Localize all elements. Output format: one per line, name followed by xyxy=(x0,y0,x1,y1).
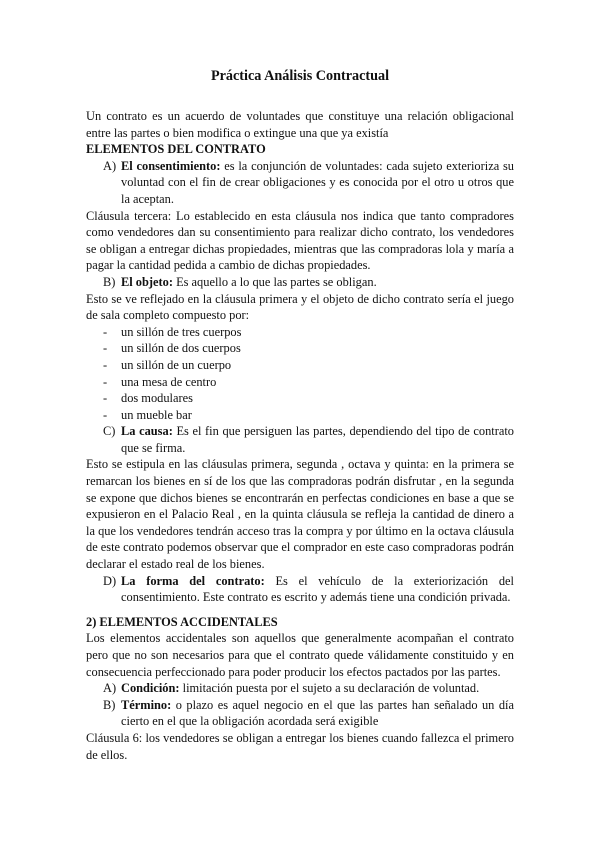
dash-marker: - xyxy=(103,407,108,422)
list-item-text: dos modulares xyxy=(121,391,193,406)
item-term: La forma del contrato: xyxy=(121,573,265,588)
item-term: El objeto: xyxy=(121,274,173,289)
section1-heading: ELEMENTOS DEL CONTRATO xyxy=(86,142,266,157)
list-item-causa xyxy=(86,423,514,456)
list-item-text: un sillón de dos cuerpos xyxy=(121,341,241,356)
paragraph-objeto: Esto se ve reflejado en la cláusula primera y el objeto de dicho contrato sería el juego de sala completo compuesto por: xyxy=(86,291,514,323)
list-item xyxy=(86,407,514,424)
dash-marker: - xyxy=(103,374,108,389)
paragraph-causa: Esto se estipula en las cláusulas primera, segunda , octava y quinta: en la primera se remarcan los bienes en sí de los que las compradoras podrán disfrutar , en la segunda se expone que dichos bienes se encontrarán en perfectas condiciones en base a que se expusieron en el Palacio Real , en la quinta cláusula se refleja la cantidad de dinero a la que los vendedores tendrán acceso tras la compra y por último en la octava cláusula de este contrato podemos observar que el comprador en este caso compradoras podrán declarar el estado real de los bienes. xyxy=(86,457,515,572)
list-item-text: una mesa de centro xyxy=(121,374,217,389)
list-item xyxy=(86,390,514,407)
item-marker: C) xyxy=(103,424,116,439)
dash-marker: - xyxy=(103,357,108,372)
item-marker: D) xyxy=(103,573,117,588)
dash-marker: - xyxy=(103,324,108,339)
list-item xyxy=(86,324,514,341)
list-item xyxy=(86,374,514,391)
list-item-text: un sillón de tres cuerpos xyxy=(121,324,242,339)
list-item-objeto xyxy=(86,274,514,291)
section2-heading: 2) ELEMENTOS ACCIDENTALES xyxy=(86,614,278,629)
list-item-text: un mueble bar xyxy=(121,407,192,422)
item-marker: B) xyxy=(103,697,116,712)
item-term: Término: xyxy=(121,697,172,712)
item-text: limitación puesta por el sujeto a su declaración de voluntad. xyxy=(179,681,480,696)
item-text: Es el fin que persiguen las partes, dependiendo del tipo de contrato que se firma. xyxy=(121,424,514,455)
item-text: Es el vehículo de la exteriorización del consentimiento. Este contrato es escrito y además tiene una condición privada. xyxy=(121,573,514,605)
item-text: Es aquello a lo que las partes se obligan. xyxy=(172,274,377,289)
paragraph-clausula-tercera: Cláusula tercera: Lo establecido en esta cláusula nos indica que tanto compradores como vendedores dan su consentimiento para realizar dicho contrato, los vendedores se obligan a entregar dichas propiedades, mientras que las compradoras lola y maría a pagar la cantidad pedida a cambio de dichas propiedades. xyxy=(86,208,514,273)
list-item xyxy=(86,357,514,374)
document-title: Práctica Análisis Contractual xyxy=(210,68,390,84)
intro-paragraph: Un contrato es un acuerdo de voluntades que constituye una relación obligacional entre las partes o bien modifica o extingue una que ya existía xyxy=(86,109,514,140)
list-item-forma xyxy=(86,573,514,606)
list-item-consentimiento xyxy=(86,158,514,208)
list-item xyxy=(86,340,514,357)
item-term: La causa: xyxy=(121,424,173,439)
item-marker: A) xyxy=(103,681,117,696)
section-spacer xyxy=(86,606,514,614)
dash-marker: - xyxy=(103,391,108,406)
dash-marker: - xyxy=(103,341,108,356)
paragraph-accidentales: Los elementos accidentales son aquellos que generalmente acompañan el contrato pero que no son necesarios para que el contrato quede válidamente constituido y en consecuencia perfeccionado para poder producir los efectos pactados por las partes. xyxy=(86,631,514,679)
item-text: o plazo es aquel negocio en el que las partes han señalado un día cierto en el que la obligación acordada será exigible xyxy=(121,697,514,729)
item-marker: B) xyxy=(103,274,116,289)
list-item-text: un sillón de un cuerpo xyxy=(121,357,232,372)
item-text: es la conjunción de voluntades: cada sujeto exterioriza su voluntad con el fin de crear obligaciones y es conocida por el otro u otros que la aceptan. xyxy=(121,158,514,206)
item-term: El consentimiento: xyxy=(121,158,221,173)
item-marker: A) xyxy=(103,158,117,173)
furniture-list xyxy=(86,324,514,424)
list-item-condicion xyxy=(86,680,514,697)
paragraph-clausula-6: Cláusula 6: los vendedores se obligan a entregar los bienes cuando fallezca el primero de ellos. xyxy=(86,730,514,762)
item-term: Condición: xyxy=(121,681,180,696)
list-item-termino xyxy=(86,697,514,730)
document-body xyxy=(86,108,514,763)
